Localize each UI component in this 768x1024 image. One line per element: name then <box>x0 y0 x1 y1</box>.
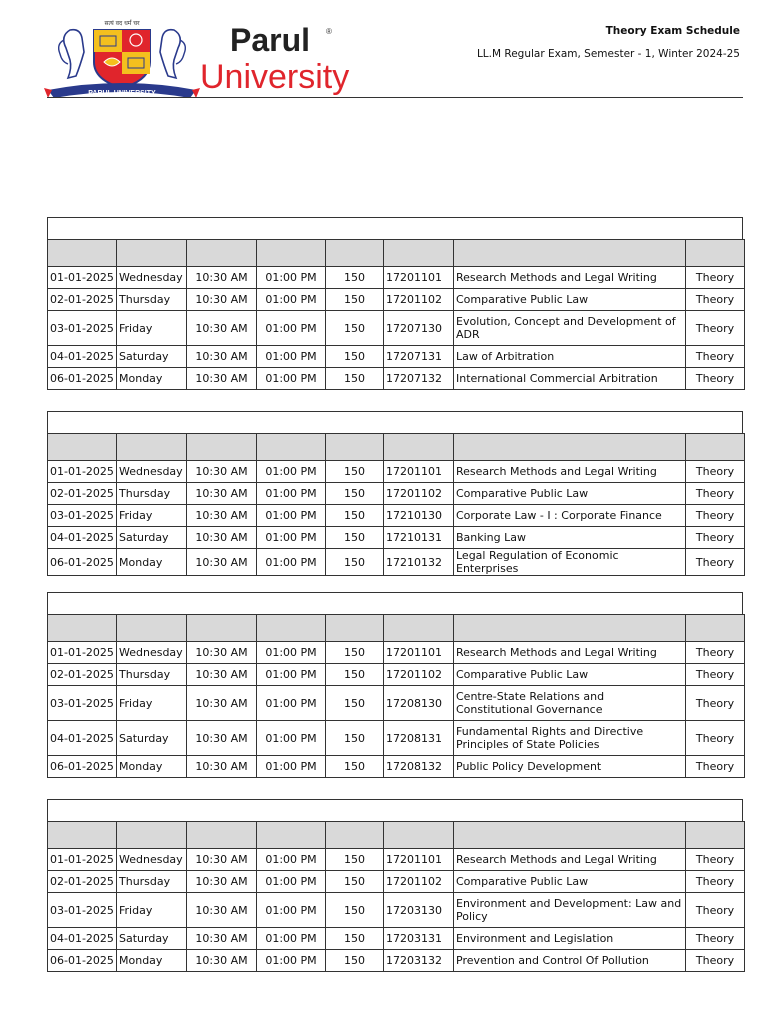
subject-cell: Prevention and Control Of Pollution <box>454 950 686 972</box>
header-cell <box>326 822 384 849</box>
brand-name-parul: Parul <box>230 22 311 58</box>
day-cell: Friday <box>117 893 187 928</box>
subject-cell: Fundamental Rights and Directive Principles of State Policies <box>454 721 686 756</box>
type-cell: Theory <box>686 505 745 527</box>
type-cell: Theory <box>686 642 745 664</box>
start-cell: 10:30 AM <box>187 686 257 721</box>
table-row <box>48 289 745 311</box>
start-cell: 10:30 AM <box>187 527 257 549</box>
type-cell: Theory <box>686 289 745 311</box>
code-cell: 17201102 <box>384 483 454 505</box>
page-header <box>0 0 768 100</box>
header-cell <box>187 615 257 642</box>
code-cell: 17210131 <box>384 527 454 549</box>
type-cell: Theory <box>686 871 745 893</box>
start-cell: 10:30 AM <box>187 721 257 756</box>
code-cell: 17203132 <box>384 950 454 972</box>
marks-cell: 150 <box>326 849 384 871</box>
subject-cell: Research Methods and Legal Writing <box>454 849 686 871</box>
date-cell: 04-01-2025 <box>48 928 117 950</box>
header-cell <box>384 434 454 461</box>
date-cell: 03-01-2025 <box>48 893 117 928</box>
header-cell <box>384 240 454 267</box>
day-cell: Wednesday <box>117 267 187 289</box>
header-cell <box>117 240 187 267</box>
header-cell <box>326 615 384 642</box>
code-cell: 17203130 <box>384 893 454 928</box>
type-cell: Theory <box>686 686 745 721</box>
code-cell: 17201102 <box>384 664 454 686</box>
start-cell: 10:30 AM <box>187 368 257 390</box>
table-header-row <box>48 822 745 849</box>
end-cell: 01:00 PM <box>257 461 326 483</box>
header-cell <box>686 434 745 461</box>
subject-cell: Comparative Public Law <box>454 483 686 505</box>
marks-cell: 150 <box>326 311 384 346</box>
marks-cell: 150 <box>326 756 384 778</box>
table-row <box>48 642 745 664</box>
schedule-table <box>47 239 745 390</box>
date-cell: 01-01-2025 <box>48 642 117 664</box>
end-cell: 01:00 PM <box>257 871 326 893</box>
day-cell: Saturday <box>117 721 187 756</box>
code-cell: 17201102 <box>384 289 454 311</box>
subject-cell: Legal Regulation of Economic Enterprises <box>454 549 686 576</box>
start-cell: 10:30 AM <box>187 664 257 686</box>
end-cell: 01:00 PM <box>257 686 326 721</box>
subject-cell: Environment and Development: Law and Policy <box>454 893 686 928</box>
header-cell <box>117 822 187 849</box>
table-header-row <box>48 240 745 267</box>
type-cell: Theory <box>686 664 745 686</box>
code-cell: 17210130 <box>384 505 454 527</box>
subject-cell: Comparative Public Law <box>454 871 686 893</box>
code-cell: 17201102 <box>384 871 454 893</box>
marks-cell: 150 <box>326 267 384 289</box>
subject-cell: Banking Law <box>454 527 686 549</box>
subject-cell: Centre-State Relations and Constitutional Governance <box>454 686 686 721</box>
type-cell: Theory <box>686 756 745 778</box>
header-cell <box>384 615 454 642</box>
subject-cell: Research Methods and Legal Writing <box>454 461 686 483</box>
subject-cell: Comparative Public Law <box>454 289 686 311</box>
end-cell: 01:00 PM <box>257 642 326 664</box>
subject-cell: Law of Arbitration <box>454 346 686 368</box>
end-cell: 01:00 PM <box>257 289 326 311</box>
table-row <box>48 346 745 368</box>
end-cell: 01:00 PM <box>257 346 326 368</box>
marks-cell: 150 <box>326 483 384 505</box>
header-cell <box>257 822 326 849</box>
header-cell <box>257 240 326 267</box>
table-row <box>48 505 745 527</box>
end-cell: 01:00 PM <box>257 267 326 289</box>
date-cell: 03-01-2025 <box>48 505 117 527</box>
marks-cell: 150 <box>326 928 384 950</box>
date-cell: 04-01-2025 <box>48 346 117 368</box>
marks-cell: 150 <box>326 368 384 390</box>
code-cell: 17210132 <box>384 549 454 576</box>
brand-name-university: University <box>200 58 350 96</box>
table-row <box>48 686 745 721</box>
day-cell: Friday <box>117 686 187 721</box>
end-cell: 01:00 PM <box>257 527 326 549</box>
date-cell: 01-01-2025 <box>48 267 117 289</box>
table-row <box>48 311 745 346</box>
type-cell: Theory <box>686 893 745 928</box>
subject-cell: Environment and Legislation <box>454 928 686 950</box>
date-cell: 02-01-2025 <box>48 664 117 686</box>
start-cell: 10:30 AM <box>187 549 257 576</box>
code-cell: 17201101 <box>384 849 454 871</box>
day-cell: Saturday <box>117 346 187 368</box>
code-cell: 17203131 <box>384 928 454 950</box>
block-title-bar <box>47 411 743 433</box>
code-cell: 17201101 <box>384 642 454 664</box>
start-cell: 10:30 AM <box>187 642 257 664</box>
subject-cell: International Commercial Arbitration <box>454 368 686 390</box>
header-cell <box>257 434 326 461</box>
date-cell: 06-01-2025 <box>48 950 117 972</box>
subject-cell: Corporate Law - I : Corporate Finance <box>454 505 686 527</box>
subject-cell: Comparative Public Law <box>454 664 686 686</box>
table-row <box>48 928 745 950</box>
subject-cell: Research Methods and Legal Writing <box>454 267 686 289</box>
day-cell: Thursday <box>117 289 187 311</box>
end-cell: 01:00 PM <box>257 756 326 778</box>
type-cell: Theory <box>686 928 745 950</box>
table-row <box>48 871 745 893</box>
table-row <box>48 527 745 549</box>
header-cell <box>257 615 326 642</box>
schedule-block <box>47 217 743 390</box>
marks-cell: 150 <box>326 893 384 928</box>
type-cell: Theory <box>686 311 745 346</box>
type-cell: Theory <box>686 527 745 549</box>
block-title-bar <box>47 217 743 239</box>
start-cell: 10:30 AM <box>187 928 257 950</box>
day-cell: Friday <box>117 505 187 527</box>
end-cell: 01:00 PM <box>257 721 326 756</box>
crest-ribbon-text: PARUL UNIVERSITY <box>88 90 156 97</box>
date-cell: 06-01-2025 <box>48 368 117 390</box>
end-cell: 01:00 PM <box>257 849 326 871</box>
registered-mark: ® <box>326 27 332 36</box>
header-cell <box>454 434 686 461</box>
end-cell: 01:00 PM <box>257 549 326 576</box>
header-cell <box>48 615 117 642</box>
table-row <box>48 950 745 972</box>
table-row <box>48 483 745 505</box>
subject-cell: Public Policy Development <box>454 756 686 778</box>
type-cell: Theory <box>686 849 745 871</box>
schedule-table <box>47 821 745 972</box>
code-cell: 17208130 <box>384 686 454 721</box>
date-cell: 06-01-2025 <box>48 549 117 576</box>
type-cell: Theory <box>686 267 745 289</box>
marks-cell: 150 <box>326 686 384 721</box>
end-cell: 01:00 PM <box>257 950 326 972</box>
schedule-table <box>47 433 745 576</box>
table-row <box>48 756 745 778</box>
start-cell: 10:30 AM <box>187 483 257 505</box>
header-cell <box>686 615 745 642</box>
table-header-row <box>48 434 745 461</box>
table-row <box>48 849 745 871</box>
end-cell: 01:00 PM <box>257 505 326 527</box>
table-row <box>48 461 745 483</box>
start-cell: 10:30 AM <box>187 289 257 311</box>
header-cell <box>187 434 257 461</box>
block-title-bar <box>47 592 743 614</box>
date-cell: 03-01-2025 <box>48 686 117 721</box>
day-cell: Wednesday <box>117 642 187 664</box>
header-cell <box>454 240 686 267</box>
day-cell: Wednesday <box>117 849 187 871</box>
header-cell <box>454 615 686 642</box>
schedule-block <box>47 799 743 972</box>
day-cell: Friday <box>117 311 187 346</box>
start-cell: 10:30 AM <box>187 893 257 928</box>
day-cell: Thursday <box>117 664 187 686</box>
date-cell: 01-01-2025 <box>48 849 117 871</box>
header-cell <box>686 240 745 267</box>
header-cell <box>117 434 187 461</box>
header-cell <box>326 240 384 267</box>
type-cell: Theory <box>686 721 745 756</box>
subject-cell: Evolution, Concept and Development of ADR <box>454 311 686 346</box>
code-cell: 17201101 <box>384 267 454 289</box>
header-cell <box>48 822 117 849</box>
marks-cell: 150 <box>326 461 384 483</box>
table-row <box>48 664 745 686</box>
type-cell: Theory <box>686 461 745 483</box>
schedule-block <box>47 592 743 778</box>
header-cell <box>187 822 257 849</box>
crest-motto: सत्यं वद धर्मं चर <box>104 20 140 27</box>
end-cell: 01:00 PM <box>257 664 326 686</box>
table-header-row <box>48 615 745 642</box>
marks-cell: 150 <box>326 950 384 972</box>
header-cell <box>326 434 384 461</box>
marks-cell: 150 <box>326 505 384 527</box>
table-row <box>48 721 745 756</box>
type-cell: Theory <box>686 346 745 368</box>
document-subtitle: LL.M Regular Exam, Semester - 1, Winter 2024-25 <box>476 48 740 60</box>
date-cell: 04-01-2025 <box>48 721 117 756</box>
block-title-bar <box>47 799 743 821</box>
date-cell: 02-01-2025 <box>48 871 117 893</box>
start-cell: 10:30 AM <box>187 505 257 527</box>
table-row <box>48 368 745 390</box>
marks-cell: 150 <box>326 871 384 893</box>
code-cell: 17208131 <box>384 721 454 756</box>
header-cell <box>187 240 257 267</box>
date-cell: 01-01-2025 <box>48 461 117 483</box>
date-cell: 04-01-2025 <box>48 527 117 549</box>
header-cell <box>117 615 187 642</box>
day-cell: Monday <box>117 756 187 778</box>
type-cell: Theory <box>686 483 745 505</box>
table-row <box>48 549 745 576</box>
marks-cell: 150 <box>326 346 384 368</box>
type-cell: Theory <box>686 950 745 972</box>
start-cell: 10:30 AM <box>187 461 257 483</box>
code-cell: 17208132 <box>384 756 454 778</box>
end-cell: 01:00 PM <box>257 311 326 346</box>
day-cell: Monday <box>117 950 187 972</box>
marks-cell: 150 <box>326 527 384 549</box>
table-row <box>48 893 745 928</box>
header-cell <box>384 822 454 849</box>
day-cell: Monday <box>117 549 187 576</box>
marks-cell: 150 <box>326 642 384 664</box>
date-cell: 02-01-2025 <box>48 289 117 311</box>
code-cell: 17207130 <box>384 311 454 346</box>
start-cell: 10:30 AM <box>187 267 257 289</box>
day-cell: Thursday <box>117 871 187 893</box>
end-cell: 01:00 PM <box>257 893 326 928</box>
start-cell: 10:30 AM <box>187 311 257 346</box>
header-cell <box>48 434 117 461</box>
day-cell: Saturday <box>117 527 187 549</box>
start-cell: 10:30 AM <box>187 849 257 871</box>
marks-cell: 150 <box>326 664 384 686</box>
type-cell: Theory <box>686 549 745 576</box>
start-cell: 10:30 AM <box>187 950 257 972</box>
header-divider <box>47 97 743 98</box>
schedule-block <box>47 411 743 576</box>
day-cell: Thursday <box>117 483 187 505</box>
header-cell <box>686 822 745 849</box>
day-cell: Monday <box>117 368 187 390</box>
end-cell: 01:00 PM <box>257 928 326 950</box>
university-crest-logo <box>44 18 200 100</box>
date-cell: 03-01-2025 <box>48 311 117 346</box>
table-row <box>48 267 745 289</box>
day-cell: Saturday <box>117 928 187 950</box>
end-cell: 01:00 PM <box>257 483 326 505</box>
day-cell: Wednesday <box>117 461 187 483</box>
schedule-table <box>47 614 745 778</box>
header-cell <box>454 822 686 849</box>
marks-cell: 150 <box>326 289 384 311</box>
start-cell: 10:30 AM <box>187 871 257 893</box>
header-cell <box>48 240 117 267</box>
code-cell: 17207131 <box>384 346 454 368</box>
marks-cell: 150 <box>326 721 384 756</box>
type-cell: Theory <box>686 368 745 390</box>
start-cell: 10:30 AM <box>187 346 257 368</box>
start-cell: 10:30 AM <box>187 756 257 778</box>
date-cell: 02-01-2025 <box>48 483 117 505</box>
end-cell: 01:00 PM <box>257 368 326 390</box>
date-cell: 06-01-2025 <box>48 756 117 778</box>
marks-cell: 150 <box>326 549 384 576</box>
code-cell: 17201101 <box>384 461 454 483</box>
document-title: Theory Exam Schedule <box>605 25 740 37</box>
code-cell: 17207132 <box>384 368 454 390</box>
subject-cell: Research Methods and Legal Writing <box>454 642 686 664</box>
